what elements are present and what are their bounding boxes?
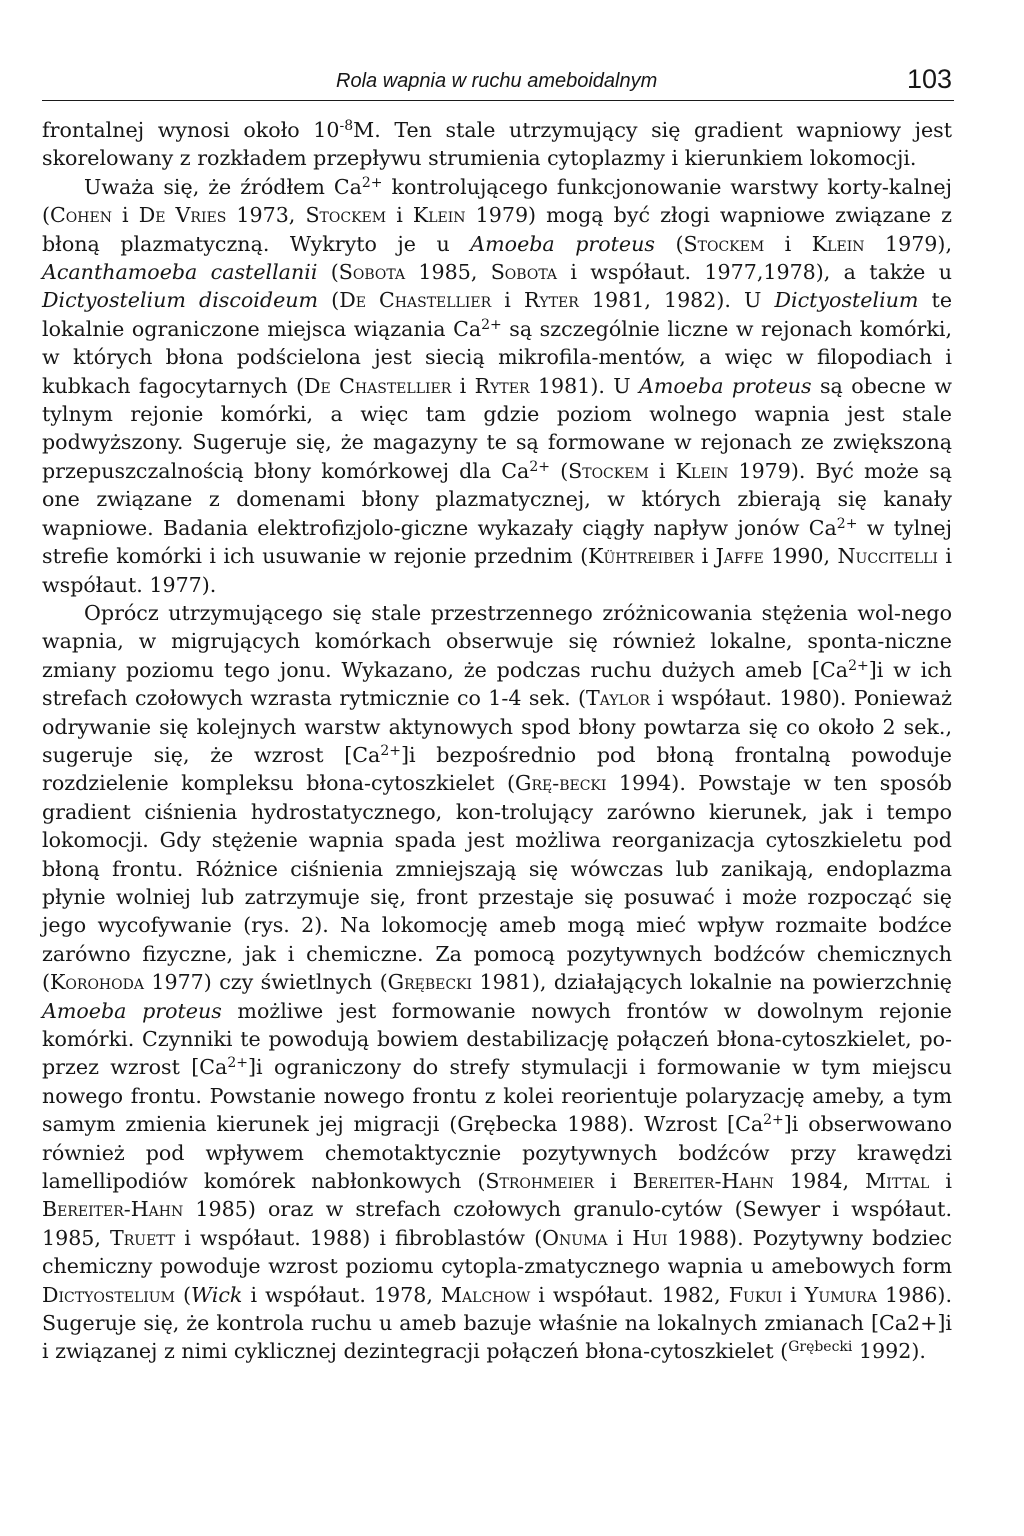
- page-number: 103: [906, 64, 952, 94]
- text-run: frontalnej wynosi około 10: [42, 118, 340, 142]
- author-name: Nuccitelli: [837, 544, 938, 569]
- running-title: Rola wapnia w ruchu ameboidalnym: [336, 70, 658, 92]
- text-run: i: [764, 231, 812, 256]
- author-name: Ryter: [523, 288, 579, 313]
- superscript: 2+: [227, 1055, 248, 1072]
- text-run: 1994). Powstaje w ten sposób gradient ciśnienia hydrostatycznego, kon-trolujący zarówno kierunek, jak i tempo lokomocji. Gdy stężenie wapnia spada jest możliwa reorganizacja cytoszkieletu pod błoną frontu. Różnice ciśnienia zmniejszają się wówczas lub zanikają, endoplazma płynie wolniej lub zatrzymuje się, front przestaje się posuwać i może rozpocząć się jego wycofywanie (rys. 2). Na lokomocję ameb mogą mieć wpływ rozmaite bodźce zarówno fizyczne, jak i chemiczne. Za pomocą pozytywnych bodźców chemicznych (: [42, 771, 952, 995]
- text-run: i współaut. 1982,: [530, 1282, 729, 1307]
- text-run: ]i w ich strefach czołowych wzrasta rytmicznie co 1-4 sek. (: [42, 657, 952, 711]
- text-run: i współaut. 1988) i fibroblastów (: [175, 1225, 543, 1250]
- author-name: De Chastellier: [304, 373, 452, 398]
- text-run: 1981). U: [529, 373, 640, 398]
- text-run: i: [648, 458, 676, 483]
- running-header: [42, 60, 954, 101]
- author-name: De Chastellier: [339, 288, 492, 313]
- text-run: 1981), działających lokalnie na powierzchnię: [472, 970, 952, 995]
- author-name: Hui: [632, 1225, 668, 1250]
- text-run: i: [593, 1169, 633, 1194]
- text-run: 1977) czy świetlnych (: [143, 970, 388, 995]
- text-run: i współaut. 1980). Ponieważ odrywanie się kolejnych warstw aktynowych spod błony powtarza się co około 2 sek., sugeruje się, że wzrost [Ca: [42, 686, 952, 767]
- species-name: Amoeba proteus: [470, 231, 655, 256]
- text-run: 1985) oraz w strefach czołowych granulo-cytów (Sewyer i współaut. 1985,: [42, 1197, 952, 1250]
- author-name: De Vries: [138, 203, 227, 228]
- superscript: 2+: [836, 515, 858, 532]
- text-run: 1979) mogą być złogi wapniowe związane z błoną plazmatyczną. Wykryto je u: [42, 203, 952, 256]
- text-run: i: [491, 288, 524, 313]
- text-run: 1973,: [226, 203, 306, 228]
- superscript: 2+: [361, 174, 383, 191]
- author-name: Truett: [110, 1225, 176, 1250]
- text-run: kontrolującego funkcjonowanie warstwy korty-kalnej (: [42, 174, 952, 228]
- superscript: 2+: [763, 1112, 784, 1129]
- species-name: Wick: [191, 1282, 243, 1307]
- author-name: Onuma: [542, 1225, 608, 1250]
- author-name: Kühtreiber: [588, 544, 695, 569]
- text-run: Uważa się, że źródłem Ca: [84, 174, 362, 199]
- paragraph-2: [42, 173, 952, 599]
- text-run: i: [111, 203, 139, 228]
- author-name: Dictyostelium: [42, 1282, 175, 1307]
- author-name: Bereiter-Hahn: [42, 1197, 184, 1222]
- text-run: 1985,: [405, 260, 491, 285]
- author-name: Korohoda: [50, 970, 144, 995]
- species-name: Amoeba proteus: [639, 373, 812, 398]
- author-name: Stockem: [683, 231, 765, 256]
- text-run: i współaut. 1977,1978), a także u: [557, 260, 952, 285]
- author-name: Taylor: [586, 686, 650, 711]
- text-run: ]i bezpośrednio pod błoną frontalną powoduje rozdzielenie kompleksu błona-cytoszkielet (: [42, 742, 952, 796]
- text-run: te lokalnie ograniczone miejsca wiązania Ca: [42, 288, 953, 341]
- text-run: i: [782, 1282, 805, 1307]
- text-run: 1984,: [773, 1169, 866, 1194]
- species-name: Acanthamoeba castellanii: [42, 260, 318, 285]
- text-run: M. Ten stale utrzymujący się gradient wapniowy jest skorelowany z rozkładem przepływu strumienia cytoplazmy i kierunkiem lokomocji.: [42, 118, 952, 171]
- species-name: Dictyostelium discoideum: [42, 288, 319, 313]
- text-run: 1988). Pozytywny bodziec chemiczny powoduje wzrost poziomu cytopla-zmatycznego wapnia u amebowych form: [42, 1225, 952, 1279]
- paragraph-1: [42, 116, 952, 173]
- text-run: ]i i związanej z nimi cyklicznej dezintegracji połączeń błona-cytoszkielet (: [42, 1311, 952, 1364]
- text-run: 1979),: [864, 231, 952, 256]
- text-run: Oprócz utrzymującego się stale przestrzennego zróżnicowania stężenia wol-nego wapnia, w migrujących komórkach obserwuje się również lokalne, sponta-niczne zmiany poziomu tego jonu. Wykazano, że podczas ruchu dużych ameb [Ca: [42, 600, 952, 682]
- author-name: Stockem: [305, 203, 387, 228]
- text-run: i współaut. 1978,: [242, 1282, 441, 1307]
- text-run: możliwe jest formowanie nowych frontów w dowolnym rejonie komórki. Czynniki te powodują bowiem destabilizację połączeń błona-cytoszkielet, po-przez wzrost [Ca: [42, 998, 952, 1080]
- species-name: Dictyostelium: [774, 288, 919, 313]
- author-name: Klein: [675, 458, 729, 483]
- text-run: w tylnej strefie komórki i ich usuwanie w rejonie przednim (: [42, 515, 952, 569]
- superscript: 2+: [848, 657, 869, 674]
- text-run: i: [607, 1225, 633, 1250]
- text-run: i: [929, 1169, 952, 1194]
- text-run: i: [694, 544, 716, 569]
- text-run: ]i ograniczony do strefy stymulacji i formowanie w tym miejscu nowego frontu. Powstanie nowego frontu z kolei reorientuje polaryzację ameby, a tym samym zmienia kierunek jej migracji (Grębecka 1988). Wzrost [Ca: [42, 1055, 953, 1137]
- author-name: Strohmeier: [485, 1169, 594, 1194]
- author-name: Jaffe: [715, 544, 764, 569]
- text-run: są obecne w tylnym rejonie komórki, a więc tam gdzie poziom wolnego wapnia jest stale podwyższony. Sugeruje się, że magazyny te są formowane w rejonach ze zwiększoną przepuszczalnością błony komórkowej dla Ca: [42, 373, 952, 483]
- superscript: 2+: [380, 742, 401, 759]
- text-run: i: [451, 373, 475, 398]
- author-name: Grębecki: [387, 970, 473, 995]
- superscript: 2+: [481, 316, 502, 333]
- author-name: Cohen: [50, 203, 112, 228]
- author-name: Malchow: [440, 1282, 531, 1307]
- text-run: i: [386, 203, 413, 228]
- exponent: -8: [339, 118, 354, 134]
- author-name: Fukui: [728, 1282, 783, 1307]
- author-name: Yumura: [804, 1282, 877, 1307]
- author-name: Stockem: [568, 458, 649, 483]
- text-run: (: [174, 1282, 191, 1307]
- text-run: 1979). Być może są one związane z domenami błony plazmatycznej, w których zbierają się kanały wapniowe. Badania elektrofizjolo-giczne wykazały ciągły napływ jonów Ca: [42, 458, 952, 540]
- text-run: ]i obserwowano również pod wpływem chemotaktycznie pozytywnych bodźców przy krawędzi lamellipodiów komórek nabłonkowych (: [42, 1112, 952, 1194]
- body-text: [42, 116, 952, 1366]
- author-name: Klein: [811, 231, 865, 256]
- author-name: Ryter: [474, 373, 530, 398]
- author-name: Sobota: [490, 260, 557, 285]
- text-run: (: [317, 260, 339, 285]
- text-run: są szczególnie liczne w rejonach komórki, w których błona podścielona jest siecią mikrofila-mentów, a więc w filopodiach i kubkach fagocytarnych (: [42, 316, 952, 398]
- species-name: Amoeba proteus: [42, 998, 222, 1023]
- superscript: Grębecki: [788, 1339, 853, 1356]
- author-name: Sobota: [338, 260, 406, 285]
- text-run: 1981, 1982). U: [578, 288, 775, 313]
- author-name: Grę-becki: [515, 771, 607, 796]
- paragraph-3: [42, 599, 952, 1366]
- author-name: Bereiter-Hahn: [632, 1169, 774, 1194]
- author-name: Klein: [412, 203, 466, 228]
- text-run: 1986). Sugeruje się, że kontrola ruchu u ameb bazuje właśnie na lokalnych zmianach [Ca: [42, 1282, 953, 1336]
- author-name: 2+: [907, 1311, 938, 1336]
- text-run: 1990,: [763, 544, 838, 569]
- text-run: i współaut. 1977).: [42, 544, 952, 597]
- superscript: 2+: [529, 458, 550, 475]
- text-run: (: [549, 458, 569, 483]
- author-name: Mittal: [865, 1169, 930, 1194]
- text-run: 1992).: [852, 1339, 926, 1364]
- text-run: (: [654, 231, 684, 256]
- text-run: (: [318, 288, 340, 313]
